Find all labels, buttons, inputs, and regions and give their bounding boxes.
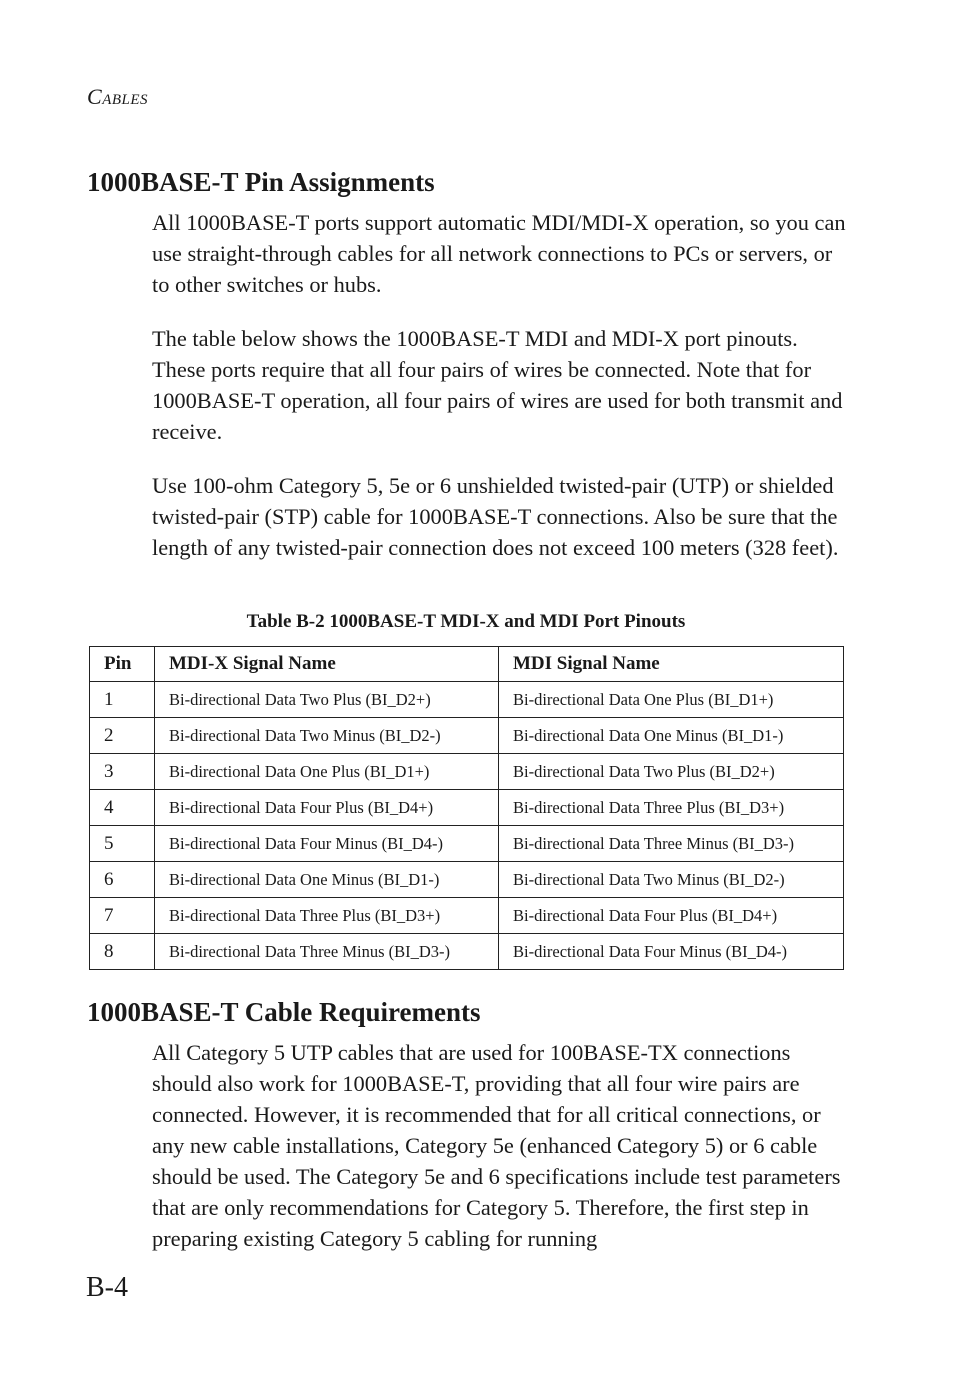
pin-number: 6 <box>90 862 155 898</box>
mdi-signal: Bi-directional Data Three Plus (BI_D3+) <box>499 790 844 826</box>
table-row <box>90 790 844 826</box>
mdix-signal: Bi-directional Data One Minus (BI_D1-) <box>155 862 499 898</box>
table-row <box>90 934 844 970</box>
mdi-signal: Bi-directional Data One Plus (BI_D1+) <box>499 682 844 718</box>
running-head-rest: ABLES <box>102 92 149 108</box>
mdix-signal: Bi-directional Data Four Plus (BI_D4+) <box>155 790 499 826</box>
table-header-row <box>90 647 844 682</box>
page-number: B-4 <box>86 1272 128 1303</box>
mdi-signal: Bi-directional Data Three Minus (BI_D3-) <box>499 826 844 862</box>
pinout-table <box>89 646 844 970</box>
mdix-signal: Bi-directional Data Three Minus (BI_D3-) <box>155 934 499 970</box>
header-pin: Pin <box>90 647 155 682</box>
pin-number: 2 <box>90 718 155 754</box>
section-heading-cable-requirements: 1000BASE-T Cable Requirements <box>87 997 481 1027</box>
mdix-signal: Bi-directional Data Two Plus (BI_D2+) <box>155 682 499 718</box>
pin-number: 1 <box>90 682 155 718</box>
mdi-signal: Bi-directional Data Four Plus (BI_D4+) <box>499 898 844 934</box>
table-row <box>90 898 844 934</box>
paragraph-cable-requirements: All Category 5 UTP cables that are used for 100BASE-TX connections should also work for 1000BASE-T, providing that all four wire pairs are connected. However, it is recommended that for all critical connections, or any new cable installations, Category 5e (enhanced Category 5) or 6 cable should be used. The Category 5e and 6 specifications include test parameters that are only recommendations for Category 5. Therefore, the first step in preparing existing Category 5 cabling for running <box>152 1040 841 1251</box>
header-mdi-signal: MDI Signal Name <box>499 647 844 682</box>
pin-number: 3 <box>90 754 155 790</box>
pin-number: 8 <box>90 934 155 970</box>
running-head-initial: C <box>87 84 103 109</box>
table-row <box>90 718 844 754</box>
pin-number: 4 <box>90 790 155 826</box>
header-mdix-signal: MDI-X Signal Name <box>155 647 499 682</box>
section-heading-pin-assignments: 1000BASE-T Pin Assignments <box>87 167 435 197</box>
mdi-signal: Bi-directional Data One Minus (BI_D1-) <box>499 718 844 754</box>
table-row <box>90 862 844 898</box>
mdix-signal: Bi-directional Data One Plus (BI_D1+) <box>155 754 499 790</box>
table-row <box>90 754 844 790</box>
paragraph-cable-type: Use 100-ohm Category 5, 5e or 6 unshielded twisted-pair (UTP) or shielded twisted-pair (STP) cable for 1000BASE-T connections. Also be sure that the length of any twisted-pair connection does not exceed 100 meters (328 feet). <box>152 473 839 560</box>
mdi-signal: Bi-directional Data Four Minus (BI_D4-) <box>499 934 844 970</box>
table-row <box>90 682 844 718</box>
mdix-signal: Bi-directional Data Two Minus (BI_D2-) <box>155 718 499 754</box>
mdi-signal: Bi-directional Data Two Plus (BI_D2+) <box>499 754 844 790</box>
pin-number: 7 <box>90 898 155 934</box>
table-caption: Table B-2 1000BASE-T MDI-X and MDI Port Pinouts <box>246 611 686 632</box>
pin-number: 5 <box>90 826 155 862</box>
paragraph-table-intro: The table below shows the 1000BASE-T MDI and MDI-X port pinouts. These ports require that all four pairs of wires be connected. Note that for 1000BASE-T operation, all four pairs of wires are used for both transmit and receive. <box>152 326 843 444</box>
table-row <box>90 826 844 862</box>
mdix-signal: Bi-directional Data Three Plus (BI_D3+) <box>155 898 499 934</box>
paragraph-mdi-support: All 1000BASE-T ports support automatic MDI/MDI-X operation, so you can use straight-through cables for all network connections to PCs or servers, or to other switches or hubs. <box>152 210 846 297</box>
mdi-signal: Bi-directional Data Two Minus (BI_D2-) <box>499 862 844 898</box>
running-head <box>87 84 148 110</box>
mdix-signal: Bi-directional Data Four Minus (BI_D4-) <box>155 826 499 862</box>
